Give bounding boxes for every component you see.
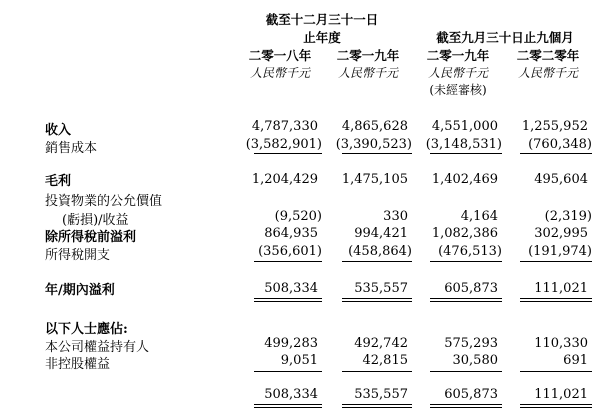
cell-nci-2018: 9,051	[280, 353, 318, 368]
double-rule-profit-3	[430, 298, 502, 302]
header-year-1: 二零一八年	[248, 48, 312, 63]
cell-revenue-9m2019: 4,551,000	[431, 119, 498, 134]
rule-profit-3	[430, 261, 502, 262]
header-unit-1: 人民幣千元	[249, 66, 310, 80]
double-rule-total-2	[342, 404, 412, 408]
rule-profit-2	[342, 261, 412, 262]
double-rule-profit-1	[254, 298, 322, 302]
rule-gross-profit-1	[254, 153, 322, 154]
header-year-3: 二零一九年	[426, 48, 490, 63]
rule-gross-profit-2	[342, 153, 412, 154]
cell-gross-9m2020: 495,604	[534, 172, 588, 187]
header-unaudited-note: (未經審核)	[429, 83, 487, 97]
cell-nci-9m2019: 30,580	[452, 353, 498, 368]
cell-profit-9m2020: 111,021	[534, 281, 588, 296]
cell-total-2019: 535,557	[354, 387, 408, 402]
cell-total-2018: 508,334	[264, 387, 318, 402]
cell-gross-2018: 1,204,429	[251, 172, 318, 187]
rule-gross-profit-4	[520, 153, 592, 154]
row-label-revenue: 收入	[45, 123, 72, 138]
rule-total-4	[520, 371, 592, 372]
cell-pbt-9m2019: 1,082,386	[431, 226, 498, 241]
cell-total-9m2019: 605,873	[444, 387, 498, 402]
cell-revenue-9m2020: 1,255,952	[521, 119, 588, 134]
rule-total-1	[254, 371, 322, 372]
row-label-cost-of-sales: 銷售成本	[45, 141, 98, 156]
rule-gross-profit-3	[430, 153, 502, 154]
row-label-income-tax: 所得稅開支	[45, 248, 111, 263]
cell-equity-2019: 492,742	[354, 336, 408, 351]
cell-fv-9m2019: 4,164	[460, 209, 498, 224]
cell-cost-9m2020: (760,348)	[528, 137, 592, 152]
rule-profit-4	[520, 261, 592, 262]
cell-equity-9m2020: 110,330	[534, 336, 588, 351]
cell-tax-9m2020: (191,974)	[528, 244, 592, 259]
cell-total-9m2020: 111,021	[534, 387, 588, 402]
row-label-attributable-to: 以下人士應佔:	[45, 322, 128, 337]
cell-profit-2019: 535,557	[354, 281, 408, 296]
cell-fv-2018: (9,520)	[274, 209, 322, 224]
cell-tax-2019: (458,864)	[348, 244, 412, 259]
cell-equity-2018: 499,283	[264, 336, 318, 351]
cell-fv-2019: 330	[383, 209, 408, 224]
cell-cost-9m2019: (3,148,531)	[425, 137, 502, 152]
cell-nci-9m2020: 691	[563, 353, 588, 368]
cell-pbt-2019: 994,421	[354, 226, 408, 241]
double-rule-total-4	[520, 404, 592, 408]
cell-nci-2019: 42,815	[362, 353, 408, 368]
cell-cost-2019: (3,390,523)	[335, 137, 412, 152]
cell-tax-2018: (356,601)	[258, 244, 322, 259]
header-year-4: 二零二零年	[516, 48, 580, 63]
header-unit-2: 人民幣千元	[337, 66, 398, 80]
cell-gross-9m2019: 1,402,469	[431, 172, 498, 187]
cell-fv-9m2020: (2,319)	[544, 209, 592, 224]
header-group1-line1: 截至十二月三十一日	[265, 12, 379, 27]
row-label-profit-before-tax: 除所得稅前溢利	[45, 230, 137, 245]
row-label-fair-value-loss-gain: (虧損)/收益	[62, 213, 129, 228]
row-label-equity-holders: 本公司權益持有人	[45, 340, 150, 355]
double-rule-total-3	[430, 404, 502, 408]
cell-profit-2018: 508,334	[264, 281, 318, 296]
cell-cost-2018: (3,582,901)	[245, 137, 322, 152]
row-label-investment-property: 投資物業的公允價值	[45, 194, 163, 209]
double-rule-total-1	[254, 404, 322, 408]
header-group1-line2: 止年度	[303, 30, 341, 45]
header-unit-3: 人民幣千元	[427, 66, 488, 80]
cell-gross-2019: 1,475,105	[341, 172, 408, 187]
double-rule-profit-2	[342, 298, 412, 302]
cell-tax-9m2019: (476,513)	[438, 244, 502, 259]
rule-profit-1	[254, 261, 322, 262]
header-year-2: 二零一九年	[336, 48, 400, 63]
rule-total-3	[430, 371, 502, 372]
cell-revenue-2018: 4,787,330	[251, 119, 318, 134]
row-label-profit-for-period: 年/期內溢利	[45, 283, 115, 298]
double-rule-profit-4	[520, 298, 592, 302]
cell-profit-9m2019: 605,873	[444, 281, 498, 296]
row-label-non-controlling: 非控股權益	[45, 357, 111, 372]
row-label-gross-profit: 毛利	[45, 174, 72, 189]
header-group2-line1: 截至九月三十日止九個月	[436, 30, 574, 45]
cell-equity-9m2019: 575,293	[444, 336, 498, 351]
cell-pbt-2018: 864,935	[264, 226, 318, 241]
cell-revenue-2019: 4,865,628	[341, 119, 408, 134]
cell-pbt-9m2020: 302,995	[534, 226, 588, 241]
header-unit-4: 人民幣千元	[517, 66, 578, 80]
rule-total-2	[342, 371, 412, 372]
